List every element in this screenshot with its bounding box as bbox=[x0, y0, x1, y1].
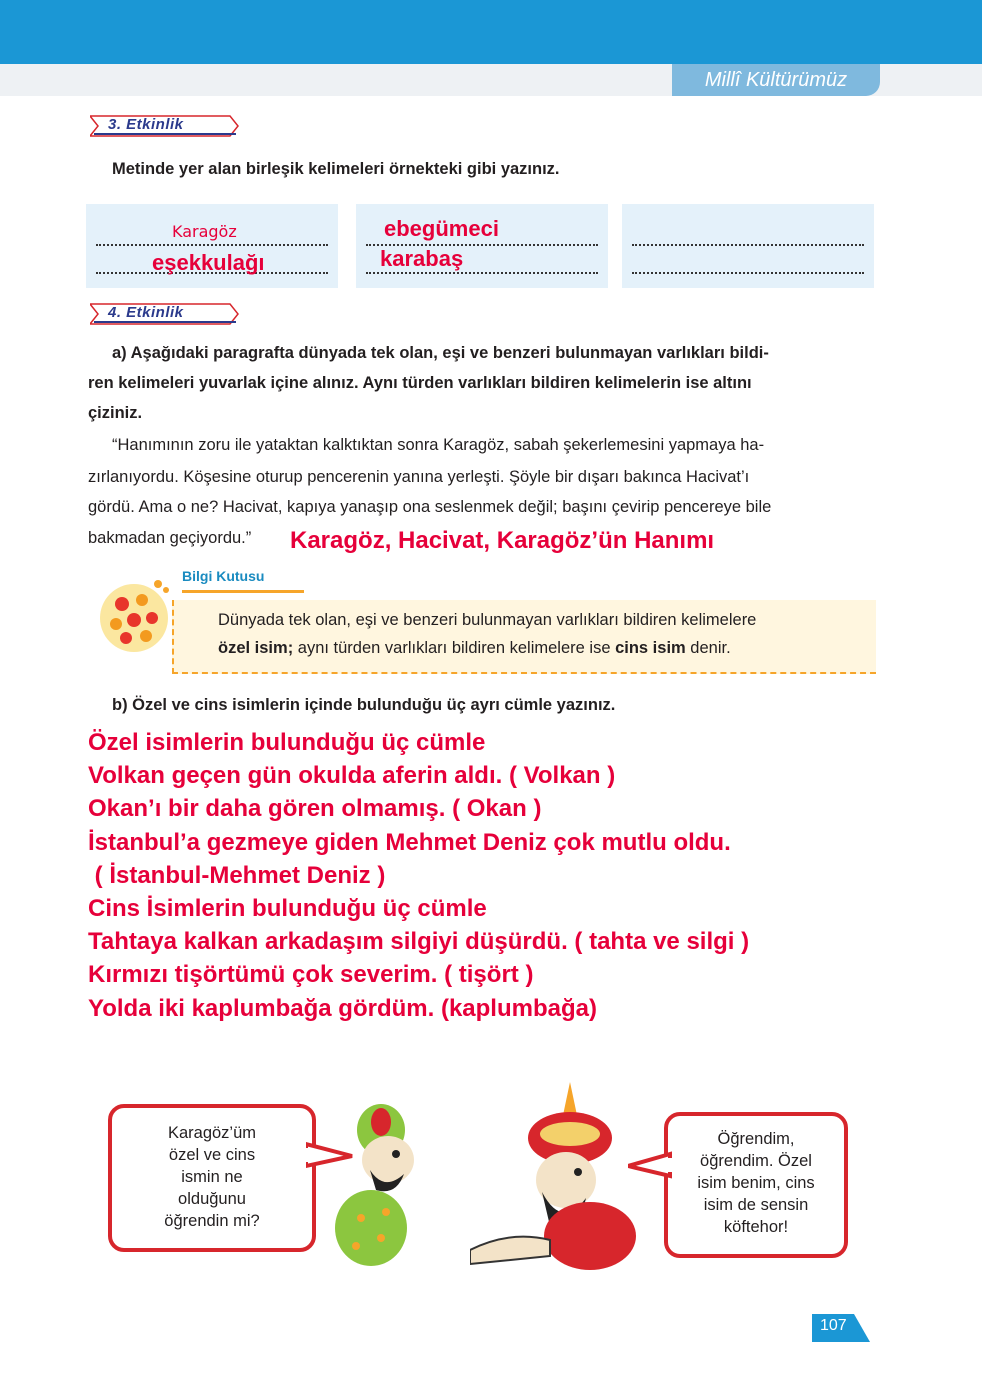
dotted-line bbox=[632, 272, 864, 274]
part-b-instruction: b) Özel ve cins isimlerin içinde bulunduğu üç ayrı cümle yazınız. bbox=[112, 696, 616, 714]
info-box bbox=[172, 600, 876, 674]
section-title: Millî Kültürümüz bbox=[672, 64, 880, 96]
activity-4-label bbox=[90, 300, 240, 328]
activity-3-label bbox=[90, 112, 240, 140]
idea-globe-icon bbox=[94, 576, 174, 656]
paragraph-line-2: zırlanıyordu. Köşesine oturup pencerenin yanına yerleşti. Şöyle bir dışarı bakınca Hacivat’ı bbox=[88, 468, 750, 486]
info-term-2: cins isim bbox=[615, 639, 686, 657]
answer-b-line: Cins İsimlerin bulunduğu üç cümle bbox=[88, 894, 487, 922]
dotted-line bbox=[366, 272, 598, 274]
answer-b-line: İstanbul’a gezmeye giden Mehmet Deniz çok mutlu oldu. bbox=[88, 828, 731, 856]
speech-left-line: olduğunu bbox=[178, 1190, 246, 1208]
activity-3-title: 3. Etkinlik bbox=[108, 116, 184, 133]
answer-b-block bbox=[88, 726, 888, 1025]
part-a-line-2: ren kelimeleri yuvarlak içine alınız. Aynı türden varlıkları bildiren kelimelerin ise altını bbox=[88, 374, 752, 392]
paragraph-line-4: bakmadan geçiyordu.” bbox=[88, 529, 252, 547]
dotted-line bbox=[96, 244, 328, 246]
answer-word-3: karabaş bbox=[380, 246, 464, 271]
speech-right-line: Öğrendim, bbox=[717, 1130, 795, 1148]
activity-4-title: 4. Etkinlik bbox=[108, 304, 184, 321]
speech-left-line: öğrendin mi? bbox=[164, 1212, 260, 1230]
speech-bubble-right bbox=[664, 1112, 848, 1258]
dotted-line bbox=[632, 244, 864, 246]
answer-word-1: eşekkulağı bbox=[152, 250, 265, 275]
speech-bubble-left bbox=[108, 1104, 316, 1252]
answer-box-2 bbox=[356, 204, 608, 288]
hacivat-illustration bbox=[470, 1080, 650, 1270]
speech-right-line: köftehor! bbox=[723, 1218, 789, 1236]
info-term-1: özel isim; bbox=[218, 639, 294, 657]
compound-word-boxes bbox=[86, 204, 874, 288]
answer-a: Karagöz, Hacivat, Karagöz’ün Hanımı bbox=[290, 527, 715, 554]
answer-b-line: Volkan geçen gün okulda aferin aldı. ( Volkan ) bbox=[88, 762, 616, 790]
info-box-text bbox=[218, 606, 868, 662]
paragraph-line-1: “Hanımının zoru ile yataktan kalktıktan sonra Karagöz, sabah şekerlemesini yapmaya ha- bbox=[112, 436, 765, 454]
answer-box-3 bbox=[622, 204, 874, 288]
part-a-line-1: a) Aşağıdaki paragrafta dünyada tek olan, eşi ve benzeri bulunmayan varlıkları bildi- bbox=[112, 344, 769, 362]
answer-b-line: ( İstanbul-Mehmet Deniz ) bbox=[88, 861, 386, 889]
speech-left-line: Karagöz’üm bbox=[167, 1124, 257, 1142]
page-number-text: 107 bbox=[820, 1317, 847, 1334]
header-bar bbox=[0, 0, 982, 64]
answer-b-line: Özel isimlerin bulunduğu üç cümle bbox=[88, 729, 486, 756]
info-end: denir. bbox=[685, 639, 731, 657]
page-number bbox=[812, 1314, 870, 1342]
answer-word-2: ebegümeci bbox=[384, 216, 499, 241]
answer-box-1 bbox=[86, 204, 338, 288]
paragraph-line-3: gördü. Ama o ne? Hacivat, kapıya yanaşıp ona seslenmek değil; başını çevirip pencereye bile bbox=[88, 498, 772, 516]
speech-left-line: özel ve cins bbox=[168, 1146, 256, 1164]
answer-b-line: Okan’ı bir daha gören olmamış. ( Okan ) bbox=[88, 795, 542, 823]
part-a-line-3: çiziniz. bbox=[88, 404, 143, 422]
example-word: Karagöz bbox=[172, 222, 237, 241]
info-line-1: Dünyada tek olan, eşi ve benzeri bulunmayan varlıkları bildiren kelimelere bbox=[218, 611, 757, 629]
activity-3-instruction: Metinde yer alan birleşik kelimeleri örnekteki gibi yazınız. bbox=[112, 160, 560, 178]
speech-left-line: ismin ne bbox=[181, 1168, 243, 1186]
answer-b-line: Tahtaya kalkan arkadaşım silgiyi düşürdü. ( tahta ve silgi ) bbox=[88, 928, 750, 956]
speech-right-line: isim benim, cins bbox=[697, 1174, 815, 1192]
speech-right-line: öğrendim. Özel bbox=[700, 1152, 812, 1170]
speech-right-line: isim de sensin bbox=[703, 1196, 809, 1214]
karagoz-illustration bbox=[326, 1100, 436, 1270]
info-box-title: Bilgi Kutusu bbox=[182, 568, 304, 593]
info-mid: aynı türden varlıkları bildiren kelimelere ise bbox=[293, 639, 616, 657]
answer-b-line: Kırmızı tişörtümü çok severim. ( tişört ) bbox=[88, 961, 534, 989]
answer-b-line: Yolda iki kaplumbağa gördüm. (kaplumbağa) bbox=[88, 994, 597, 1022]
speech-tail-right bbox=[628, 1150, 672, 1180]
